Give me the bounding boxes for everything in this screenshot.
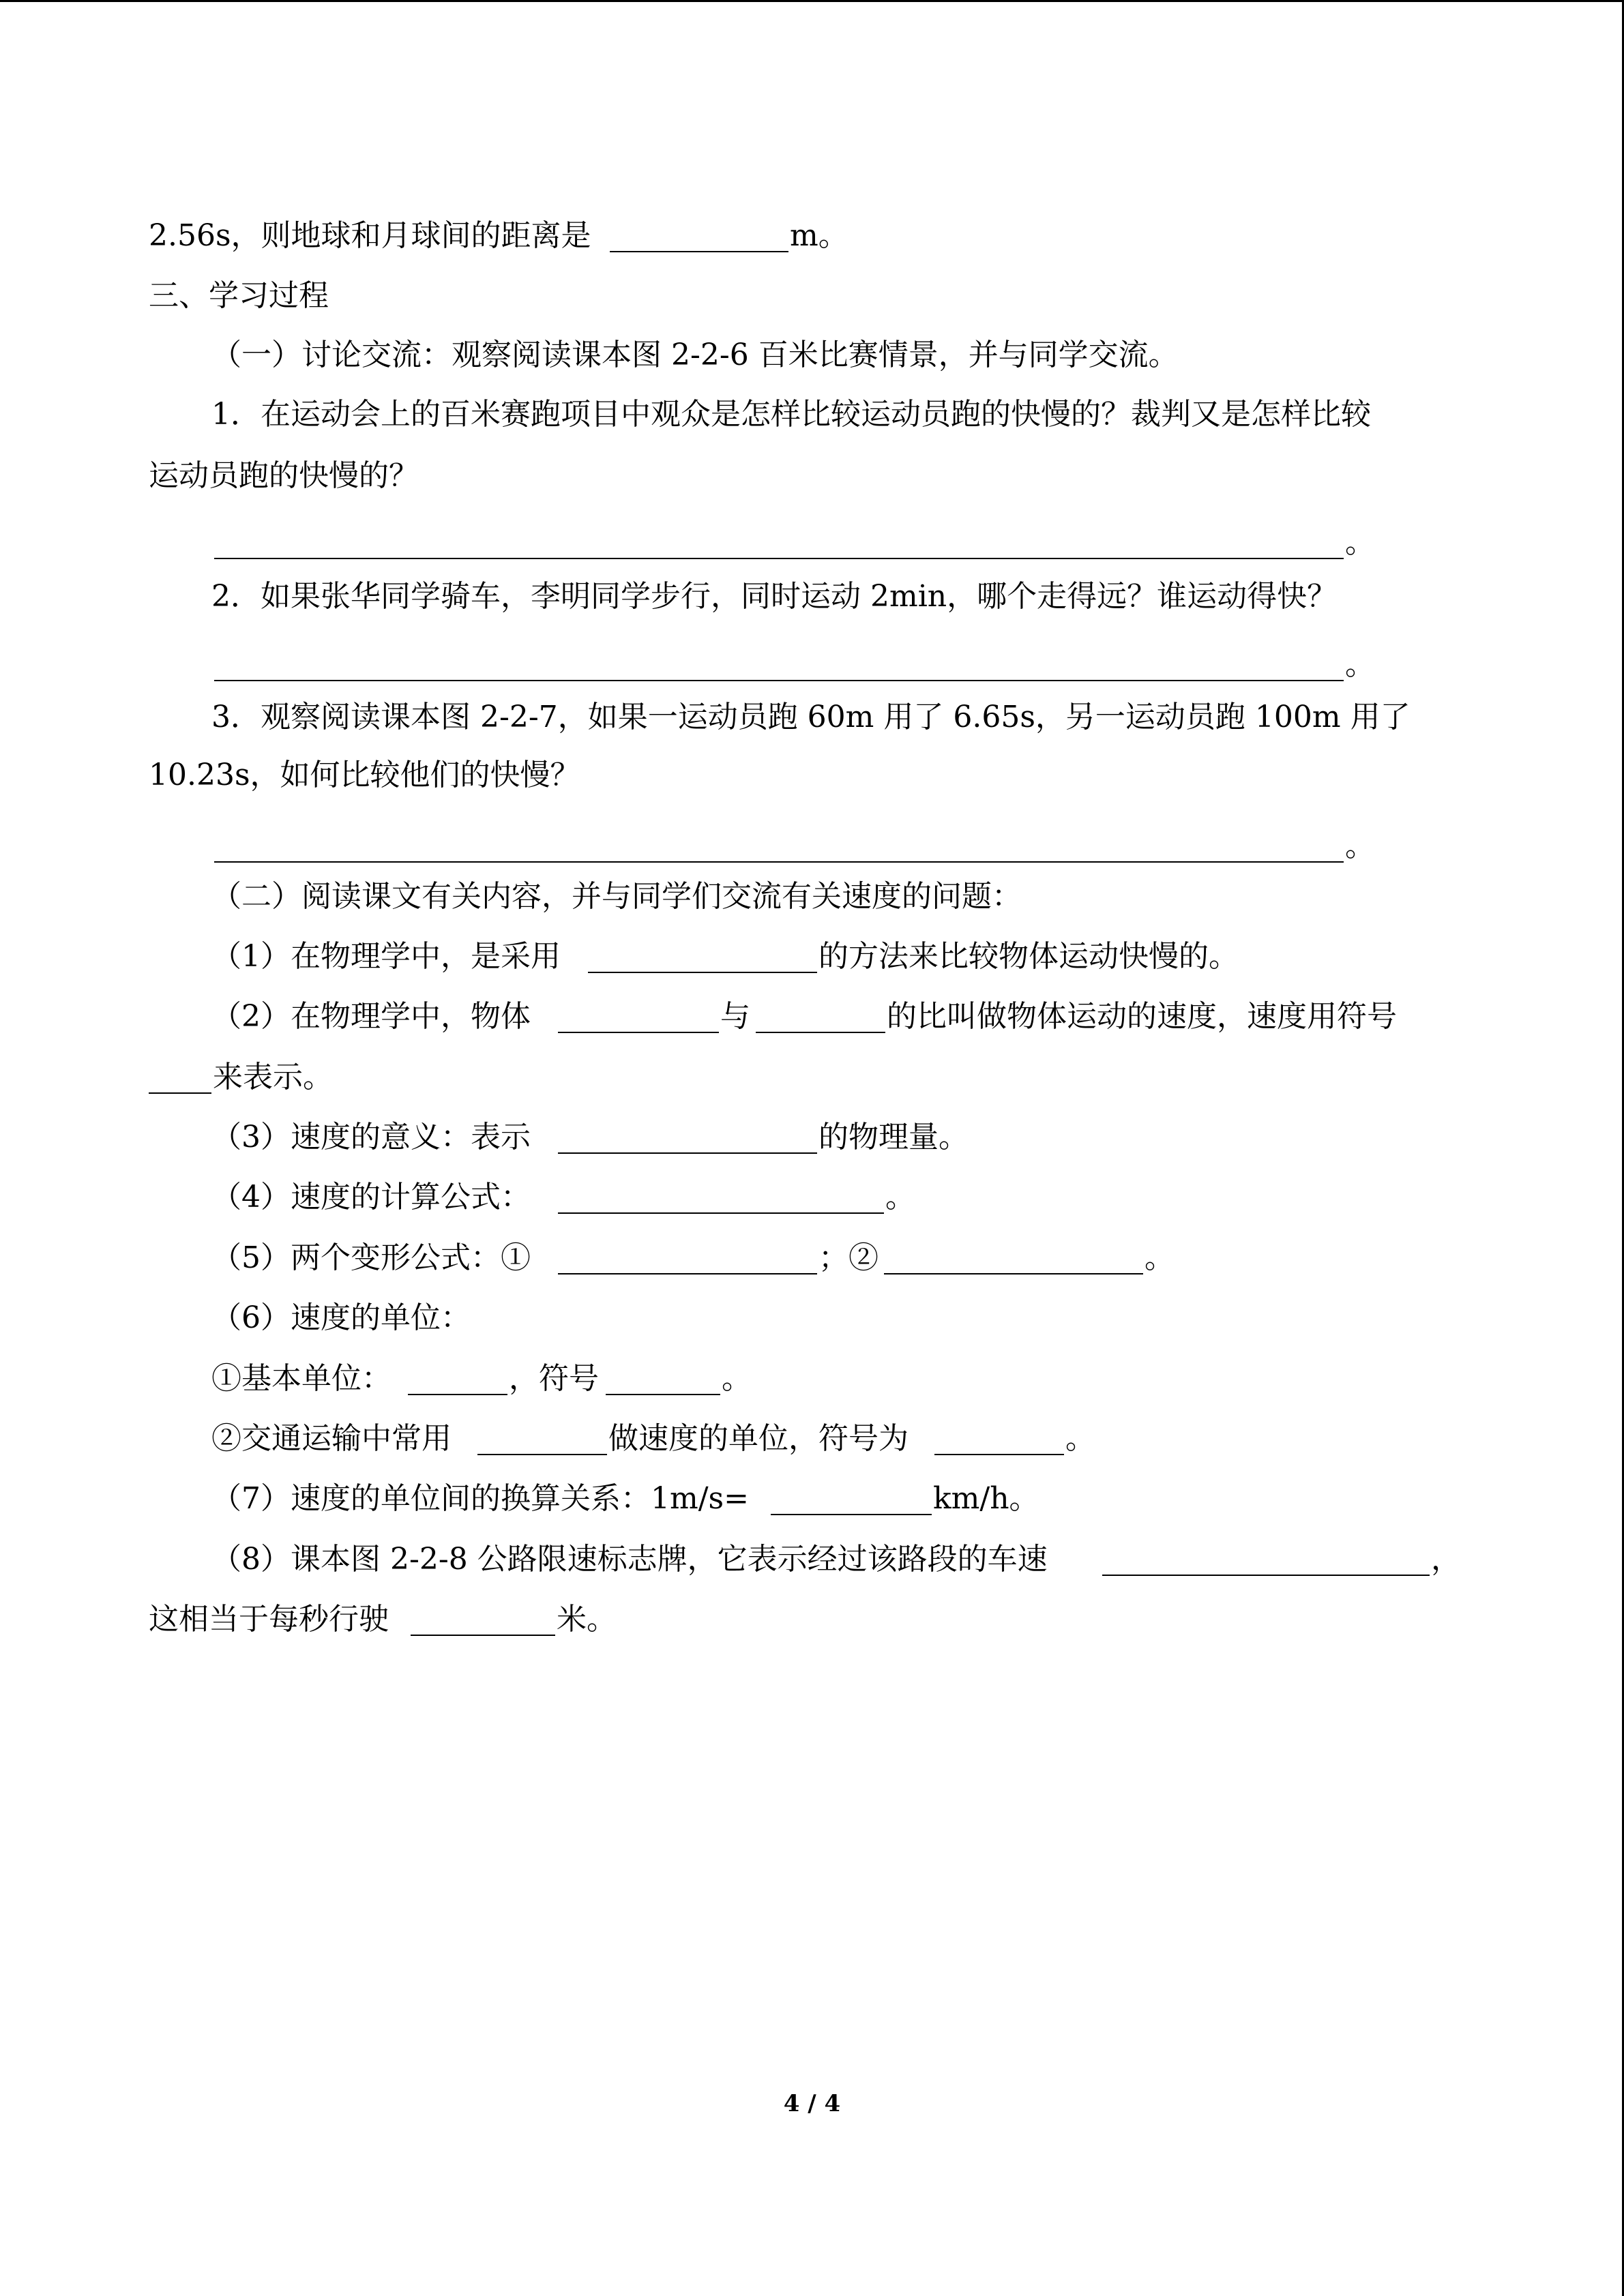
text-line [0,325,1624,386]
item-7 [0,1468,1624,1530]
answer-blank[interactable] [610,221,788,252]
item-6-1 [0,1348,1624,1410]
item-3 [0,1107,1624,1168]
line-text: ；② [818,1240,879,1275]
section-heading [0,265,1624,327]
line-text: 的方法来比较物体运动快慢的。 [818,939,1239,974]
heading-text: 三、学习过程 [149,278,329,313]
item-8 [0,1529,1624,1590]
line-text: 做速度的单位，符号为 [608,1421,909,1456]
line-text: ，符号 [509,1361,599,1396]
page-border-top [0,0,1624,2]
line-text: 。 [1345,829,1375,863]
answer-blank[interactable] [214,831,1344,863]
line-text: （2）在物理学中，物体 [211,999,531,1034]
line-text: （5）两个变形公式：① [211,1240,531,1275]
line-text: 这相当于每秒行驶 [149,1602,389,1637]
line-text: （8）课本图 2-2-8 公路限速标志牌，它表示经过该路段的车速 [211,1542,1048,1577]
page-number: 4 / 4 [783,2090,841,2117]
line-text: ， [1431,1542,1461,1577]
item-2 [0,986,1624,1047]
line-text: 3．观察阅读课本图 2-2-7，如果一运动员跑 60m 用了 6.65s，另一运动员跑 100m 用了 [211,700,1411,734]
answer-blank[interactable] [408,1364,507,1395]
line-text: 。 [1145,1240,1175,1275]
question-1-cont [0,445,1624,507]
line-text: （6）速度的单位： [211,1300,471,1335]
answer-blank[interactable] [771,1484,932,1515]
item-2-cont [0,1047,1624,1108]
text-line [0,205,1624,267]
question-3 [0,687,1624,748]
answer-blank[interactable] [477,1424,607,1455]
question-2 [0,566,1624,627]
line-text: 2.56s，则地球和月球间的距离是 [149,218,591,253]
line-text: 。 [1065,1421,1095,1456]
line-text: 。 [885,1180,915,1214]
line-text: 10.23s，如何比较他们的快慢？ [149,758,580,792]
line-text: 来表示。 [213,1060,333,1094]
answer-blank[interactable] [214,650,1344,681]
answer-blank[interactable] [884,1243,1143,1274]
line-text: 。 [722,1361,752,1396]
item-6 [0,1287,1624,1349]
answer-blank[interactable] [558,1002,719,1033]
answer-blank[interactable] [756,1002,885,1033]
text-line [0,866,1624,927]
line-text: （7）速度的单位间的换算关系：1m/s= [211,1481,749,1516]
line-text: m。 [790,218,848,253]
item-4 [0,1167,1624,1228]
line-text: 。 [1345,525,1375,560]
line-text: （一）讨论交流：观察阅读课本图 2-2-6 百米比赛情景，并与同学交流。 [211,338,1179,372]
line-text: （3）速度的意义：表示 [211,1120,531,1154]
item-6-2 [0,1408,1624,1470]
answer-blank[interactable] [934,1424,1064,1455]
answer-blank[interactable] [214,528,1344,559]
item-5 [0,1227,1624,1289]
line-text: 。 [1345,647,1375,682]
line-text: 运动员跑的快慢的？ [149,458,419,493]
line-text: 2．如果张华同学骑车，李明同学步行，同时运动 2min，哪个走得远？谁运动得快？ [211,579,1338,614]
answer-blank[interactable] [1102,1545,1430,1576]
line-text: 的物理量。 [818,1120,969,1154]
line-text: 的比叫做物体运动的速度，速度用符号 [887,999,1397,1034]
answer-blank[interactable] [588,942,817,973]
item-1 [0,926,1624,987]
answer-blank[interactable] [411,1605,555,1636]
line-text: 1．在运动会上的百米赛跑项目中观众是怎样比较运动员跑的快慢的？裁判又是怎样比较 [211,397,1371,432]
question-1 [0,384,1624,445]
answer-blank[interactable] [558,1243,817,1274]
line-text: （二）阅读课文有关内容，并与同学们交流有关速度的问题： [211,879,1022,914]
item-8-cont [0,1589,1624,1650]
answer-blank[interactable] [606,1364,720,1395]
question-3-cont [0,745,1624,806]
line-text: 与 [720,999,750,1034]
answer-line [0,512,1624,573]
answer-blank[interactable] [149,1062,211,1094]
line-text: ①基本单位： [211,1361,392,1396]
line-text: （4）速度的计算公式： [211,1180,531,1214]
line-text: km/h。 [933,1481,1039,1516]
answer-blank[interactable] [558,1122,817,1154]
line-text: （1）在物理学中，是采用 [211,939,561,974]
line-text: 米。 [557,1602,617,1637]
answer-blank[interactable] [558,1182,884,1214]
line-text: ②交通运输中常用 [211,1421,452,1456]
